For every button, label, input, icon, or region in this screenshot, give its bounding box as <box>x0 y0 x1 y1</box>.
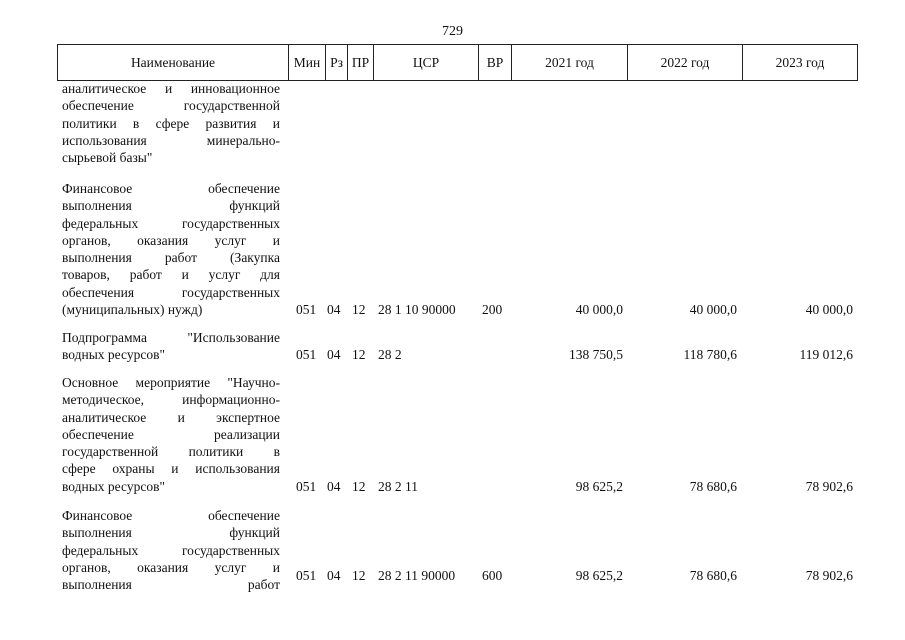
cell-2023: 40 000,0 <box>805 302 853 317</box>
row-name <box>62 507 280 593</box>
row-name-line: выполнения функций <box>62 525 280 541</box>
row-name-line: сфере охраны и использования <box>62 461 280 477</box>
row-name-line: органов, оказания услуг и <box>62 232 280 248</box>
cell-pr: 12 <box>352 302 366 317</box>
row-name-line: аналитическое и экспертное <box>62 409 280 425</box>
row-name <box>62 80 280 166</box>
cell-csr: 28 2 11 90000 <box>378 568 456 583</box>
row-name-line: методическое, информационно- <box>62 392 280 408</box>
row-name-line: товаров, работ и услуг для <box>62 267 280 283</box>
cell-pr: 12 <box>352 568 366 583</box>
row-name-line: (муниципальных) нужд) <box>62 302 203 318</box>
cell-rz: 04 <box>327 479 341 494</box>
cell-min: 051 <box>296 302 317 317</box>
table-header <box>57 44 858 81</box>
cell-2023: 119 012,6 <box>799 347 853 362</box>
row-name-line: выполнения работ <box>62 577 280 593</box>
cell-rz: 04 <box>327 347 341 362</box>
cell-pr: 12 <box>352 479 366 494</box>
cell-2023: 78 902,6 <box>805 479 853 494</box>
row-name-line: государственной политики в <box>62 444 280 460</box>
row-name-line: Основное мероприятие "Научно- <box>62 375 280 390</box>
row-name-line: федеральных государственных <box>62 215 280 231</box>
cell-2021: 40 000,0 <box>575 302 623 317</box>
header-vr: ВР <box>479 45 512 81</box>
row-name-line: выполнения работ (Закупка <box>62 250 280 266</box>
cell-2021: 98 625,2 <box>575 479 623 494</box>
row-name-line: сырьевой базы" <box>62 150 153 166</box>
header-name: Наименование <box>58 45 289 81</box>
cell-csr: 28 2 <box>378 347 402 362</box>
row-name-line: водных ресурсов" <box>62 478 165 494</box>
row-name-line: федеральных государственных <box>62 542 280 558</box>
row-name-line: аналитическое и инновационное <box>62 81 280 96</box>
row-name-line: Финансовое обеспечение <box>62 508 280 523</box>
row-name-line: использования минерально- <box>62 132 280 148</box>
page-number: 729 <box>442 24 463 39</box>
row-name-line: Финансовое обеспечение <box>62 181 280 196</box>
header-2022: 2022 год <box>628 45 743 81</box>
row-name-line: водных ресурсов" <box>62 347 165 363</box>
cell-rz: 04 <box>327 568 341 583</box>
header-csr: ЦСР <box>374 45 479 81</box>
row-name-line: политики в сфере развития и <box>62 115 280 131</box>
cell-min: 051 <box>296 479 317 494</box>
cell-min: 051 <box>296 568 317 583</box>
header-2021: 2021 год <box>512 45 628 81</box>
row-name <box>62 374 280 495</box>
cell-vr: 200 <box>482 302 503 317</box>
cell-2021: 138 750,5 <box>569 347 623 362</box>
cell-csr: 28 2 11 <box>378 479 418 494</box>
header-min: Мин <box>289 45 326 81</box>
header-pr: ПР <box>348 45 374 81</box>
row-name-line: выполнения функций <box>62 198 280 214</box>
row-name-line: обеспечение реализации <box>62 426 280 442</box>
cell-2022: 118 780,6 <box>683 347 737 362</box>
cell-2021: 98 625,2 <box>575 568 623 583</box>
row-name-line: обеспечения государственных <box>62 284 280 300</box>
cell-2022: 40 000,0 <box>689 302 737 317</box>
cell-rz: 04 <box>327 302 341 317</box>
cell-2022: 78 680,6 <box>689 479 737 494</box>
cell-2022: 78 680,6 <box>689 568 737 583</box>
cell-pr: 12 <box>352 347 366 362</box>
cell-min: 051 <box>296 347 317 362</box>
row-name-line: обеспечение государственной <box>62 98 280 114</box>
row-name-line: органов, оказания услуг и <box>62 559 280 575</box>
header-2023: 2023 год <box>743 45 858 81</box>
cell-2023: 78 902,6 <box>805 568 853 583</box>
header-rz: Рз <box>326 45 348 81</box>
row-name <box>62 329 280 364</box>
cell-csr: 28 1 10 90000 <box>378 302 456 317</box>
cell-vr: 600 <box>482 568 503 583</box>
row-name <box>62 180 280 318</box>
row-name-line: Подпрограмма "Использование <box>62 330 280 345</box>
